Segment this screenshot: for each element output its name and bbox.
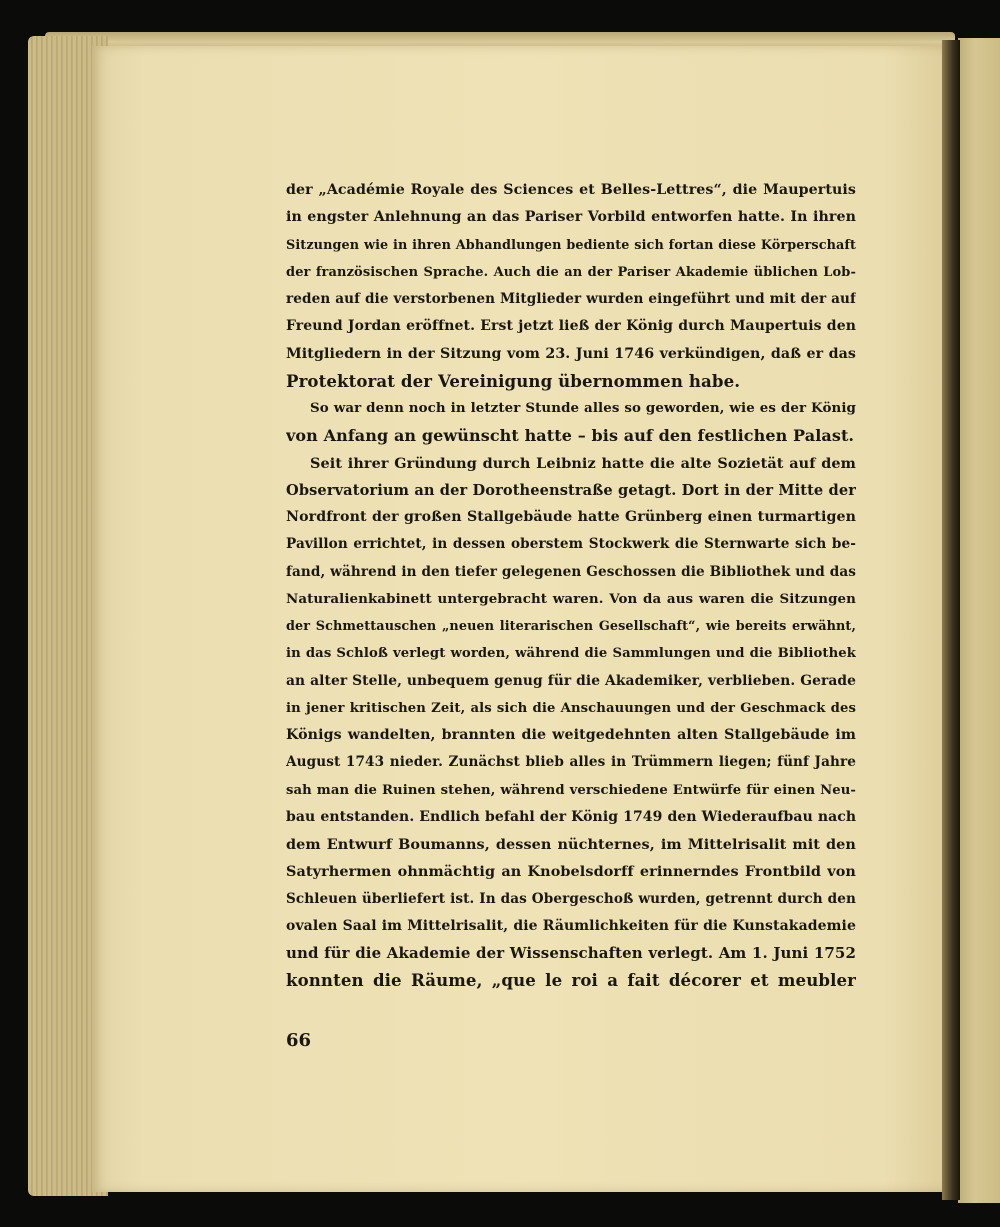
text-line: an alter Stelle, unbequem genug für die Akademiker, verblieben. Gerade [286,672,856,689]
text-line: Pavillon errichtet, in dessen oberstem Stockwerk die Sternwarte sich be- [286,536,856,553]
text-line: August 1743 nieder. Zunächst blieb alles in Trümmern liegen; fünf Jahre [286,754,856,771]
text-line: Satyrhermen ohnmächtig an Knobelsdorff erinnerndes Frontbild von [286,863,856,881]
text-line: Sitzungen wie in ihren Abhandlungen bediente sich fortan diese Körperschaft [286,237,856,253]
text-line: dem Entwurf Boumanns, dessen nüchternes, im Mittelrisalit mit den [286,836,856,853]
page-number: 66 [286,1030,312,1051]
body-text [286,177,856,995]
text-line: Protektorat der Vereinigung übernommen habe. [286,370,741,391]
text-line: von Anfang an gewünscht hatte – bis auf den festlichen Palast. [286,426,855,446]
text-line: in jener kritischen Zeit, als sich die Anschauungen und der Geschmack des [286,700,856,716]
text-line: sah man die Ruinen stehen, während verschiedene Entwürfe für einen Neu- [286,782,856,798]
text-line: So war denn noch in letzter Stunde alles so geworden, wie es der König [310,400,856,416]
text-line: fand, während in den tiefer gelegenen Geschossen die Bibliothek und das [286,563,856,580]
text-line: und für die Akademie der Wissenschaften verlegt. Am 1. Juni 1752 [286,944,856,962]
text-line: ovalen Saal im Mittelrisalit, die Räumlichkeiten für die Kunstakademie [286,917,856,934]
text-line: Mitgliedern in der Sitzung vom 23. Juni 1746 verkündigen, daß er das [286,345,856,362]
text-line: Seit ihrer Gründung durch Leibniz hatte die alte Sozietät auf dem [310,454,856,472]
book-gutter [942,40,960,1200]
text-line: Schleuen überliefert ist. In das Obergeschoß wurden, getrennt durch den [286,890,856,907]
text-line: Königs wandelten, brannten die weitgedehnten alten Stallgebäude im [286,727,856,743]
facing-page-edge [958,38,1000,1203]
text-line: Freund Jordan eröffnet. Erst jetzt ließ der König durch Maupertuis den [286,318,856,335]
text-line: in engster Anlehnung an das Pariser Vorbild entworfen hatte. In ihren [286,209,856,226]
text-line: der französischen Sprache. Auch die an der Pariser Akademie üblichen Lob- [286,264,856,280]
text-line: bau entstanden. Endlich befahl der König 1749 den Wiederaufbau nach [286,808,856,825]
text-line: konnten die Räume, „que le roi a fait décorer et meubler [286,970,856,991]
text-line: Nordfront der großen Stallgebäude hatte Grünberg einen turmartigen [286,509,856,525]
text-line: der „Académie Royale des Sciences et Belles-Lettres“, die Maupertuis [286,182,856,198]
text-line: in das Schloß verlegt worden, während die Sammlungen und die Bibliothek [286,646,856,662]
text-line: reden auf die verstorbenen Mitglieder wurden eingeführt und mit der auf [286,291,856,307]
text-line: Observatorium an der Dorotheenstraße getagt. Dort in der Mitte der [286,481,856,499]
text-line: der Schmettauschen „neuen literarischen Gesellschaft“, wie bereits erwähnt, [286,619,856,634]
text-line: Naturalienkabinett untergebracht waren. Von da aus waren die Sitzungen [286,590,856,607]
